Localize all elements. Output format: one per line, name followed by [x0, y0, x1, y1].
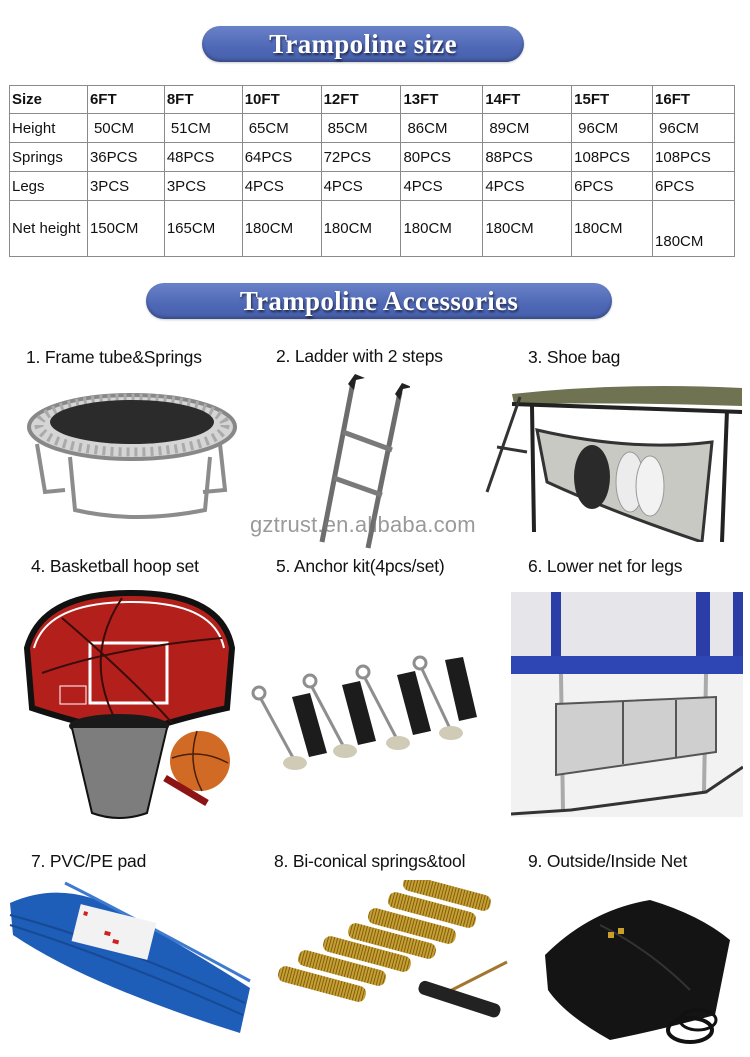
basketball-hoop-image: [22, 588, 237, 828]
table-cell: 6PCS: [653, 172, 735, 201]
accessory-caption: 3. Shoe bag: [528, 347, 621, 367]
table-cell: 89CM: [483, 114, 572, 143]
table-cell: 48PCS: [164, 143, 242, 172]
accessory-caption: 9. Outside/Inside Net: [528, 851, 688, 871]
table-cell: 180CM: [401, 201, 483, 257]
section-banner-size: [202, 26, 524, 62]
table-cell: 108PCS: [653, 143, 735, 172]
table-row: [10, 143, 735, 172]
table-cell: 86CM: [401, 114, 483, 143]
section-banner-accessories: [146, 283, 612, 319]
table-cell: 64PCS: [242, 143, 321, 172]
table-row: [10, 201, 735, 257]
table-cell: 88PCS: [483, 143, 572, 172]
accessory-caption: 5. Anchor kit(4pcs/set): [276, 556, 445, 576]
table-cell: 165CM: [164, 201, 242, 257]
shoe-bag-image: [482, 382, 744, 542]
header-cell: 15FT: [572, 86, 653, 114]
table-cell: 96CM: [653, 114, 735, 143]
table-cell: 180CM: [483, 201, 572, 257]
header-cell: 10FT: [242, 86, 321, 114]
accessory-caption: 4. Basketball hoop set: [31, 556, 199, 576]
table-cell: 96CM: [572, 114, 653, 143]
accessory-caption: 7. PVC/PE pad: [31, 851, 147, 871]
size-table: [9, 85, 735, 257]
table-row: [10, 114, 735, 143]
row-label: Height: [10, 114, 88, 143]
anchor-kit-image: [245, 645, 490, 785]
accessory-caption: 1. Frame tube&Springs: [26, 347, 202, 367]
table-cell: 51CM: [164, 114, 242, 143]
row-label: Legs: [10, 172, 88, 201]
table-cell: 85CM: [321, 114, 401, 143]
table-cell: 108PCS: [572, 143, 653, 172]
trampoline-frame-image: [15, 382, 250, 522]
safety-net-image: [530, 880, 745, 1050]
table-cell: 180CM: [321, 201, 401, 257]
header-cell: 13FT: [401, 86, 483, 114]
table-cell: 4PCS: [242, 172, 321, 201]
table-cell: 180CM: [653, 201, 735, 257]
springs-tool-image: [262, 880, 512, 1050]
table-cell: 3PCS: [164, 172, 242, 201]
table-header-row: [10, 86, 735, 114]
table-cell: 3PCS: [87, 172, 164, 201]
row-label: Net height: [10, 201, 88, 257]
header-cell: Size: [10, 86, 88, 114]
header-cell: 12FT: [321, 86, 401, 114]
table-cell: 4PCS: [401, 172, 483, 201]
pvc-pad-image: [5, 873, 255, 1048]
header-cell: 14FT: [483, 86, 572, 114]
table-cell: 180CM: [572, 201, 653, 257]
table-cell: 4PCS: [483, 172, 572, 201]
table-cell: 65CM: [242, 114, 321, 143]
header-cell: 8FT: [164, 86, 242, 114]
accessory-caption: 8. Bi-conical springs&tool: [274, 851, 466, 871]
watermark: gztrust.en.alibaba.com: [250, 512, 476, 537]
header-cell: 6FT: [87, 86, 164, 114]
table-cell: 72PCS: [321, 143, 401, 172]
section-title: Trampoline size: [269, 28, 457, 59]
lower-net-image: [511, 592, 743, 817]
section-title: Trampoline Accessories: [239, 285, 519, 316]
table-row: [10, 172, 735, 201]
accessory-caption: 6. Lower net for legs: [528, 556, 683, 576]
table-cell: 6PCS: [572, 172, 653, 201]
table-cell: 180CM: [242, 201, 321, 257]
table-cell: 4PCS: [321, 172, 401, 201]
table-cell: 80PCS: [401, 143, 483, 172]
table-cell: 50CM: [87, 114, 164, 143]
accessory-caption: 2. Ladder with 2 steps: [276, 346, 443, 366]
table-cell: 36PCS: [87, 143, 164, 172]
row-label: Springs: [10, 143, 88, 172]
table-cell: 150CM: [87, 201, 164, 257]
header-cell: 16FT: [653, 86, 735, 114]
